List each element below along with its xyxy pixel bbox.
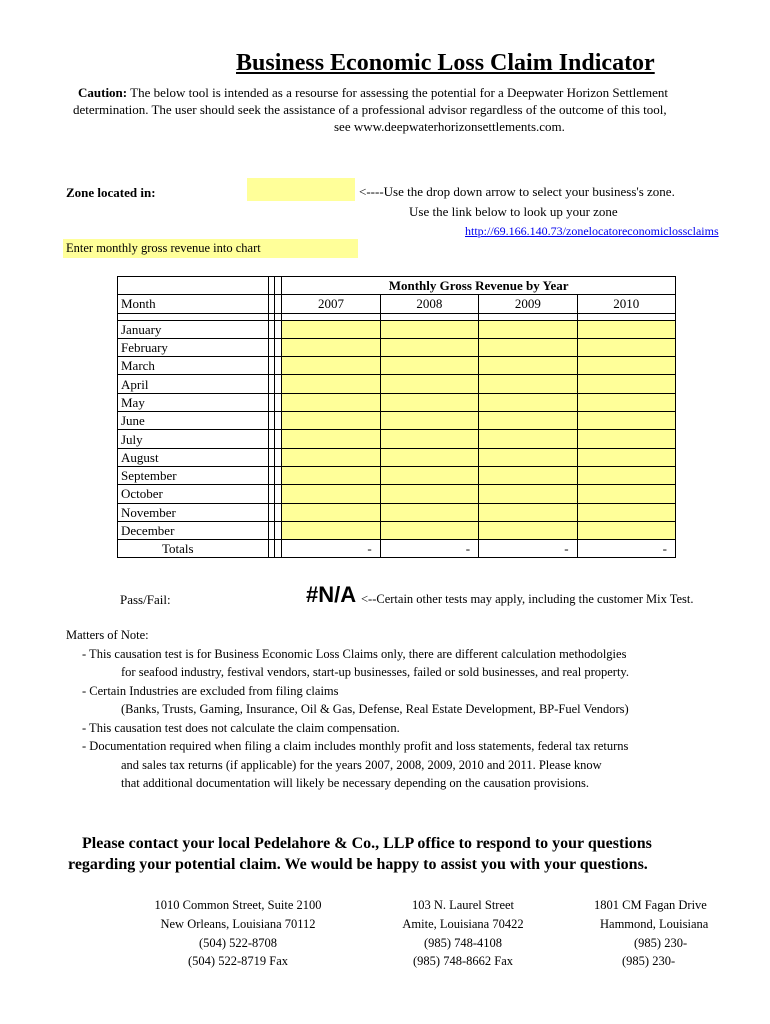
revenue-input-2009[interactable] (479, 448, 577, 466)
note-line: - Documentation required when filing a claim includes monthly profit and loss statements, federal tax returns (82, 739, 629, 753)
revenue-input-2009[interactable] (479, 338, 577, 356)
total-2007: - (282, 540, 380, 558)
revenue-input-2008[interactable] (380, 412, 478, 430)
revenue-input-2007[interactable] (282, 466, 380, 484)
revenue-input-2010[interactable] (577, 320, 675, 338)
revenue-input-2009[interactable] (479, 466, 577, 484)
revenue-input-2009[interactable] (479, 503, 577, 521)
total-2008: - (380, 540, 478, 558)
revenue-input-2007[interactable] (282, 521, 380, 539)
contact-line2: regarding your potential claim. We would be happy to assist you with your questions. (68, 856, 648, 873)
passfail-note: <--Certain other tests may apply, including the customer Mix Test. (361, 592, 694, 606)
month-row (118, 466, 676, 484)
month-label: April (118, 375, 269, 393)
revenue-input-2007[interactable] (282, 375, 380, 393)
month-row (118, 430, 676, 448)
revenue-input-2008[interactable] (380, 448, 478, 466)
zone-label: Zone located in: (66, 185, 156, 200)
revenue-input-2007[interactable] (282, 320, 380, 338)
month-label: December (118, 521, 269, 539)
zone-locator-link[interactable]: http://69.166.140.73/zonelocatoreconomiclossclaims (465, 224, 719, 238)
revenue-input-2007[interactable] (282, 393, 380, 411)
revenue-input-2007[interactable] (282, 338, 380, 356)
revenue-input-2010[interactable] (577, 357, 675, 375)
month-column-header: Month (118, 295, 269, 313)
revenue-input-2009[interactable] (479, 521, 577, 539)
revenue-table (117, 276, 676, 558)
revenue-input-2007[interactable] (282, 357, 380, 375)
contact-line1: Please contact your local Pedelahore & Co., LLP office to respond to your questions (82, 835, 652, 852)
notes-heading: Matters of Note: (66, 628, 149, 642)
zone-lookup-note: Use the link below to look up your zone (409, 204, 618, 219)
zone-select[interactable] (247, 178, 355, 201)
revenue-input-2010[interactable] (577, 448, 675, 466)
note-line: for seafood industry, festival vendors, start-up businesses, failed or sold businesses, and real property. (121, 665, 629, 679)
month-label: March (118, 357, 269, 375)
note-line: - This causation test is for Business Economic Loss Claims only, there are different calculation methodolgies (82, 647, 627, 661)
month-row (118, 485, 676, 503)
month-label: August (118, 448, 269, 466)
month-row (118, 503, 676, 521)
revenue-input-2007[interactable] (282, 485, 380, 503)
caution-label: Caution: (78, 85, 128, 100)
month-label: November (118, 503, 269, 521)
month-row (118, 521, 676, 539)
month-row (118, 338, 676, 356)
revenue-input-2007[interactable] (282, 503, 380, 521)
revenue-input-2008[interactable] (380, 357, 478, 375)
month-label: May (118, 393, 269, 411)
revenue-input-2009[interactable] (479, 357, 577, 375)
revenue-input-2010[interactable] (577, 393, 675, 411)
revenue-input-2008[interactable] (380, 430, 478, 448)
note-line: that additional documentation will likely be necessary depending on the causation provisions. (121, 776, 589, 790)
revenue-input-2009[interactable] (479, 412, 577, 430)
revenue-table-header: Monthly Gross Revenue by Year (282, 277, 676, 295)
office-amite: 103 N. Laurel Street Amite, Louisiana 70422 (985) 748-4108 (985) 748-8662 Fax (402, 898, 524, 969)
revenue-input-2009[interactable] (479, 375, 577, 393)
revenue-input-2007[interactable] (282, 430, 380, 448)
revenue-input-2009[interactable] (479, 430, 577, 448)
revenue-input-2008[interactable] (380, 338, 478, 356)
year-header-2009: 2009 (479, 295, 577, 313)
caution-line3: see www.deepwaterhorizonsettlements.com. (334, 119, 565, 134)
note-line: and sales tax returns (if applicable) for the years 2007, 2008, 2009, 2010 and 2011. Please know (121, 758, 602, 772)
revenue-input-2007[interactable] (282, 448, 380, 466)
note-line: (Banks, Trusts, Gaming, Insurance, Oil & Gas, Defense, Real Estate Development, BP-Fuel Vendors) (121, 702, 629, 716)
zone-instruction: <----Use the drop down arrow to select your business's zone. (359, 184, 675, 199)
revenue-input-2008[interactable] (380, 375, 478, 393)
month-row (118, 320, 676, 338)
caution-line2: determination. The user should seek the assistance of a professional advisor regardless of the outcome of this tool, (73, 102, 667, 117)
page-title: Business Economic Loss Claim Indicator (236, 50, 655, 76)
month-row (118, 393, 676, 411)
revenue-input-2009[interactable] (479, 393, 577, 411)
revenue-input-2009[interactable] (479, 485, 577, 503)
revenue-input-2008[interactable] (380, 485, 478, 503)
passfail-label: Pass/Fail: (120, 592, 171, 607)
year-header-2007: 2007 (282, 295, 380, 313)
passfail-value: #N/A (306, 582, 357, 607)
note-line: - Certain Industries are excluded from filing claims (82, 684, 339, 698)
month-row (118, 357, 676, 375)
month-label: July (118, 430, 269, 448)
year-header-2010: 2010 (577, 295, 675, 313)
revenue-input-2007[interactable] (282, 412, 380, 430)
office-new-orleans: 1010 Common Street, Suite 2100 New Orleans, Louisiana 70112 (504) 522-8708 (504) 522-8719 Fax (154, 898, 322, 969)
revenue-input-2008[interactable] (380, 393, 478, 411)
revenue-input-2010[interactable] (577, 485, 675, 503)
month-row (118, 375, 676, 393)
total-2010: - (577, 540, 675, 558)
revenue-input-2010[interactable] (577, 338, 675, 356)
month-row (118, 412, 676, 430)
caution-line1: Caution: The below tool is intended as a resourse for assessing the potential for a Deepwater Horizon Settlement (78, 85, 669, 100)
note-line: - This causation test does not calculate the claim compensation. (82, 721, 400, 735)
revenue-input-2010[interactable] (577, 430, 675, 448)
revenue-input-2009[interactable] (479, 320, 577, 338)
revenue-input-2010[interactable] (577, 503, 675, 521)
revenue-input-2008[interactable] (380, 521, 478, 539)
total-2009: - (479, 540, 577, 558)
office-hammond: 1801 CM Fagan Drive Hammond, Louisiana (985) 230- (985) 230- (594, 898, 709, 969)
revenue-input-2008[interactable] (380, 320, 478, 338)
month-label: September (118, 466, 269, 484)
enter-revenue-note: Enter monthly gross revenue into chart (63, 239, 358, 258)
revenue-input-2010[interactable] (577, 412, 675, 430)
revenue-input-2010[interactable] (577, 466, 675, 484)
month-label: February (118, 338, 269, 356)
month-row (118, 448, 676, 466)
revenue-input-2008[interactable] (380, 466, 478, 484)
revenue-input-2010[interactable] (577, 375, 675, 393)
month-label: June (118, 412, 269, 430)
revenue-input-2008[interactable] (380, 503, 478, 521)
totals-label: Totals (118, 540, 269, 558)
revenue-input-2010[interactable] (577, 521, 675, 539)
year-header-2008: 2008 (380, 295, 478, 313)
month-label: January (118, 320, 269, 338)
month-label: October (118, 485, 269, 503)
